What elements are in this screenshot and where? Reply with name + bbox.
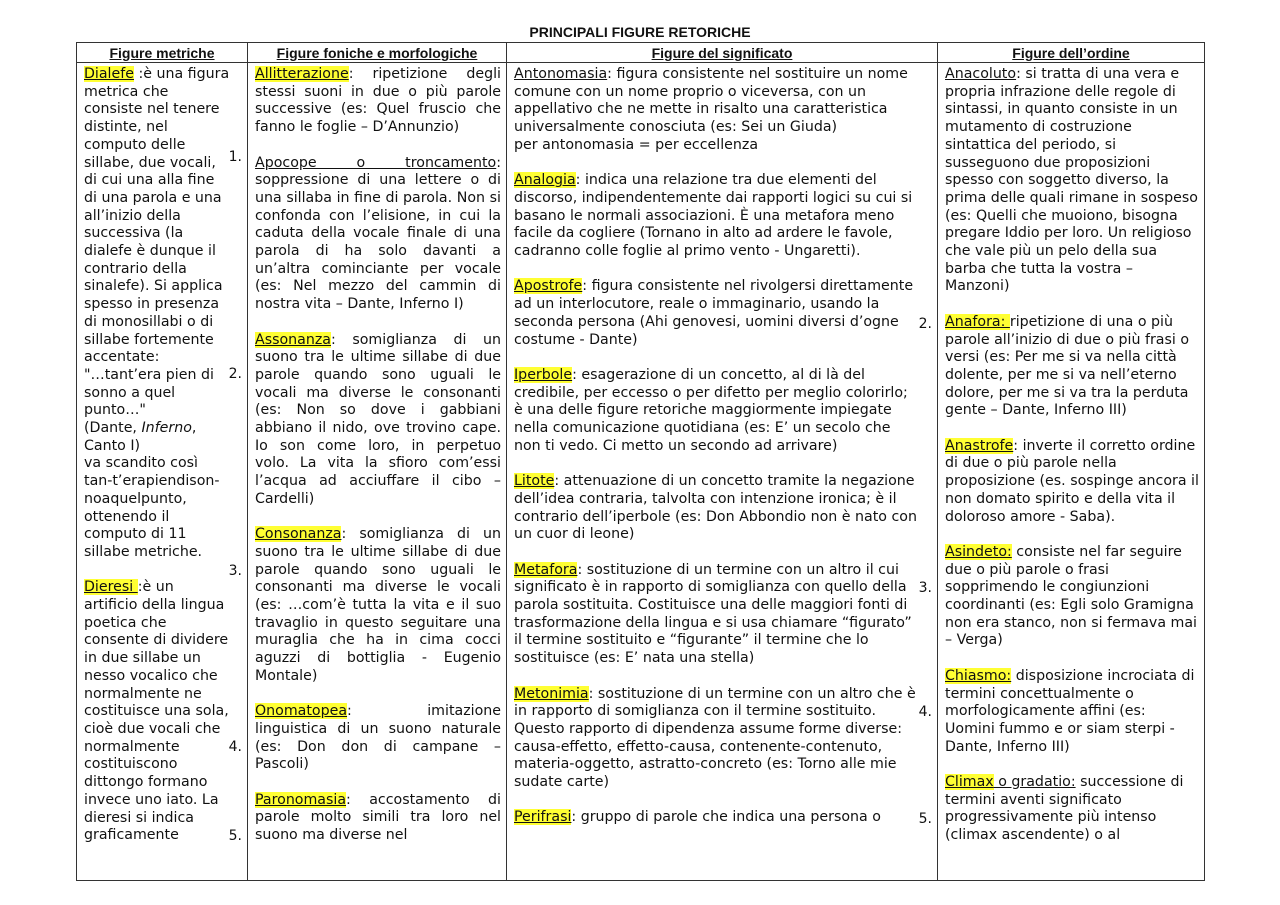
header-figure-ordine: Figure dell’ordine	[938, 43, 1205, 63]
entry-asindeto: Asindeto: consiste nel far seguire due o più parole o frasi sopprimendo le congiunzioni coordinanti (es: Egli solo Gramigna non era stanco, non si fermava mai – Verga)	[945, 543, 1197, 649]
column-figure-metriche	[77, 63, 248, 881]
column-figure-ordine	[938, 63, 1205, 881]
list-number: 5.	[918, 811, 932, 827]
entry-metafora: Metafora: sostituzione di un termine con un altro il cui significato è in rapporto di somiglianza con quello della parola sostituita. Costituisce una delle maggiori fonti di trasformazione della lingua e si usa chiamare “figurato” il termine sostituito e “figurante” il termine che lo sostituisce (es: E’ nata una stella)	[514, 561, 912, 667]
list-number: 2.	[228, 366, 242, 382]
list-number: 1.	[228, 149, 242, 165]
entry-analogia: Analogia: indica una relazione tra due elementi del discorso, indipendentemente dai rapporti logici su cui si basano le normali associazioni. È una metafora meno facile da cogliere (Tornano in alto ad ardere le favole, cadranno colle foglie al primo vento - Ungaretti).	[514, 172, 913, 260]
header-figure-foniche: Figure foniche e morfologiche	[248, 43, 507, 63]
entry-apostrofe: Apostrofe: figura consistente nel rivolgersi direttamente ad un interlocutore, reale o immaginario, usando la seconda persona (Ahi genovesi, uomini diversi d’ogne costume - Dante)	[514, 278, 914, 348]
term-dialefe: Dialefe	[84, 66, 134, 82]
citation: (Dante, Inferno, Canto I)	[84, 420, 197, 454]
quote: "…tant’era pien di sonno a quel punto…"	[84, 366, 214, 419]
figures-table	[76, 42, 1205, 881]
column-figure-significato	[507, 63, 938, 881]
entry-metonimia: Metonimia: sostituzione di un termine con un altro che è in rapporto di somiglianza con il termine sostituito. Questo rapporto di dipendenza assume forme diverse: causa-effetto, effetto-causa, contenente-contenuto, materia-oggetto, astratto-concreto (es: Torno alle mie sudate carte)	[514, 685, 916, 791]
definition: :è una figura metrica che consiste nel tenere distinte, nel computo delle sillabe, due vocali, di cui una alla fine di una parola e una all’inizio della successiva (la dialefe è dunque il contrario della sinalefe). Si applica spesso in presenza di monosillabi o di sillabe fortemente accentate:	[84, 66, 230, 366]
entry-apocope: Apocope o troncamento: soppressione di una lettere o di una sillaba in fine di parola. Non si confonda con l’elisione, in cui la caduta della vocale finale di una parola di ha solo davanti a un’altra cominciante per vocale (es: Nel mezzo del cammin di nostra vita – Dante, Inferno I)	[255, 154, 501, 313]
column-figure-foniche	[248, 63, 507, 881]
term-dieresi: Dieresi	[84, 579, 138, 596]
entry-perifrasi: Perifrasi: gruppo di parole che indica una persona o	[514, 809, 881, 826]
list-number: 4.	[918, 704, 932, 720]
entry-dieresi	[84, 579, 230, 845]
list-number: 3.	[918, 580, 932, 596]
entry-paronomasia: Paronomasia: accostamento di parole molto simili tra loro nel suono ma diverse nel	[255, 791, 501, 844]
entry-antonomasia: Antonomasia: figura consistente nel sostituire un nome comune con un nome proprio o viceversa, con un appellativo che ne mette in risalto una caratteristica universalmente conosciuta (es: Sei un Giuda) per antonomasia = per eccellenza	[514, 66, 908, 153]
definition: :è un artificio della lingua poetica che consente di dividere in due sillabe un nesso vocalico che normalmente ne costituisce una sola, cioè due vocali che normalmente costituiscono dittongo formano invece uno iato. La dieresi si indica graficamente	[84, 579, 229, 844]
entry-anafora: Anafora: ripetizione di una o più parole all’inizio di due o più frasi o versi (es: Per me si va nella città dolente, per me si va nell’eterno dolore, per me si va tra la perduta gente – Dante, Inferno III)	[945, 313, 1189, 419]
list-number: 5.	[228, 828, 242, 844]
definition-continued: va scandito così tan-t’erapiendison-noaquelpunto, ottenendo il computo di 11 sillabe metriche.	[84, 455, 220, 560]
entry-iperbole: Iperbole: esagerazione di un concetto, al di là del credibile, per eccesso o per difetto per meglio colorirlo; è una delle figure retoriche maggiormente impiegate nella comunicazione quotidiana (es: E’ un secolo che non ti vedo. Ci metto un secondo ad arrivare)	[514, 366, 908, 454]
entry-consonanza: Consonanza: somiglianza di un suono tra le ultime sillabe di due parole quando sono uguali le consonanti ma diverse le vocali (es: …com’è tutta la vita e il suo travaglio in questo seguitare una muraglia che ha in cima cocci aguzzi di bottiglia - Eugenio Montale)	[255, 526, 501, 684]
header-figure-significato: Figure del significato	[507, 43, 938, 63]
entry-anacoluto: Anacoluto: si tratta di una vera e propria infrazione delle regole di sintassi, in quanto consiste in un mutamento di costruzione sintattica del periodo, si susseguono due proposizioni spesso con soggetto diverso, la prima delle quali rimane in sospeso (es: Quelli che muoiono, bisogna pregare Iddio per loro. Un religioso che vale più un pelo della sua barba che tutta la vostra – Manzoni)	[945, 66, 1198, 295]
document-title: PRINCIPALI FIGURE RETORICHE	[529, 24, 751, 40]
entry-allitterazione: Allitterazione: ripetizione degli stessi suoni in due o più parole successive (es: Quel fruscio che fanno le foglie – D’Annunzio)	[255, 66, 501, 136]
list-number: 3.	[228, 563, 242, 579]
entry-onomatopea: Onomatopea: imitazione linguistica di un suono naturale (es: Don don di campane – Pascoli)	[255, 703, 501, 773]
header-figure-metriche: Figure metriche	[77, 43, 248, 63]
entry-litote: Litote: attenuazione di un concetto tramite la negazione dell’idea contraria, talvolta con intenzione ironica; è il contrario dell’iperbole (es: Don Abbondio non è nato con un cuor di leone)	[514, 473, 917, 543]
list-number: 2.	[918, 316, 932, 332]
entry-anastrofe: Anastrofe: inverte il corretto ordine di due o più parole nella proposizione (es. sospinge ancora il non domato spirito e della vita il doloroso amore - Saba).	[945, 437, 1199, 525]
entry-dialefe	[84, 66, 230, 562]
entry-chiasmo: Chiasmo: disposizione incrociata di termini concettualmente o morfologicamente affini (es: Uomini fummo e or siam sterpi - Dante, Inferno III)	[945, 667, 1195, 755]
entry-assonanza: Assonanza: somiglianza di un suono tra le ultime sillabe di due parole quando sono uguali le vocali ma diverse le consonanti (es: Non so dove i gabbiani abbiano il nido, ove trovino cape. Io son come loro, in perpetuo volo. La vita la sfioro com’essi l’acqua ad acciuffare il cibo – Cardelli)	[255, 331, 501, 507]
list-number: 4.	[228, 739, 242, 755]
entry-climax: Climax o gradatio: successione di termini aventi significato progressivamente più intenso (climax ascendente) o al	[945, 774, 1184, 844]
